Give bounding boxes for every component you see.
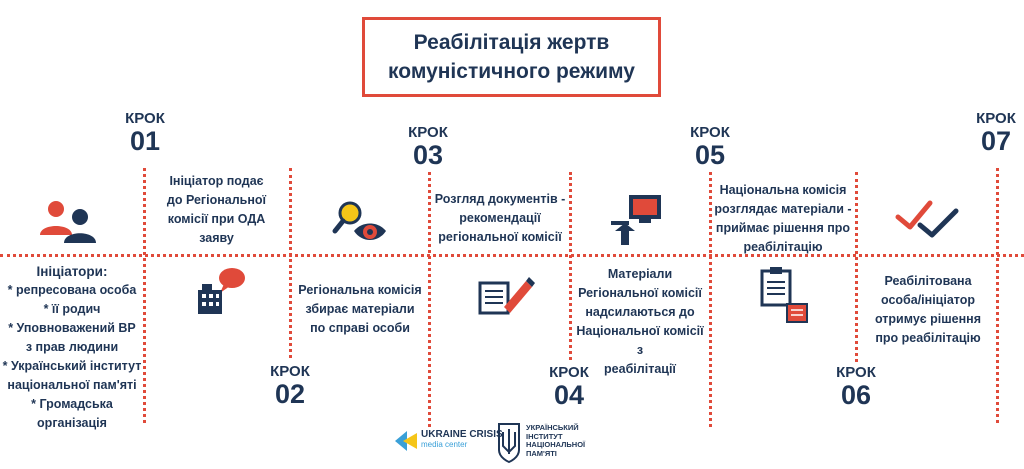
divider-01 [143,168,146,423]
text-line: збирає матеріали [305,302,415,316]
step-03 [400,124,456,169]
text-line: надсилаються до [585,305,695,319]
step-07-description [862,272,994,348]
divider-07 [996,168,999,423]
timeline-horizontal-line [0,254,1024,257]
clipboard-book-icon [758,265,810,325]
text-line: регіональної комісії [438,230,562,244]
title-line-1: Реабілітація жертв [413,31,610,54]
step-06 [828,364,884,409]
ucmc-subtitle: media center [421,440,468,449]
uinp-line: УКРАЇНСЬКИЙ [526,423,579,432]
uinp-line: ПАМ'ЯТІ [526,448,557,458]
step-label: КРОК [408,124,448,141]
step-05 [682,124,738,169]
text-line: Регіональна комісія [298,283,422,297]
list-item: * Громадська [31,397,113,411]
step-label: КРОК [976,110,1016,127]
text-line: комісії при ОДА [167,212,266,226]
step-01 [117,110,173,155]
step-label: КРОК [125,110,165,127]
text-line: приймає рішення про [715,221,851,235]
trident-icon [497,420,521,464]
list-item: * репресована особа [7,283,137,297]
initiators-list [2,262,142,433]
step-number: 03 [412,140,444,170]
step-number: 05 [694,140,726,170]
divider-06 [855,172,858,362]
step-label: КРОК [836,364,876,381]
step-number: 06 [840,380,872,410]
text-line: Реабілітована [884,274,972,288]
initiators-heading: Ініціатори: [36,264,108,279]
people-icon [36,197,102,245]
text-line: реабілітацію [743,240,823,254]
uinp-line: ІНСТИТУТ [526,431,563,441]
step-05-description [712,181,854,257]
checkmarks-icon [894,199,962,241]
step-03-description [431,190,569,247]
text-line: рекомендації [459,211,541,225]
ucmc-logo-icon [393,429,419,453]
list-item: * Український інститут [2,359,142,373]
uinp-line: НАЦІОНАЛЬНОЇ [526,440,586,449]
uinp-logo-text [526,424,585,458]
step-07 [968,110,1024,155]
text-line: Національна комісія [719,183,847,197]
title-line-2: комуністичного режиму [388,60,635,83]
text-line: Регіональної комісії [578,286,702,300]
text-line: Національної комісії з [576,324,704,357]
text-line: Матеріали [607,267,673,281]
step-label: КРОК [270,363,310,380]
step-label: КРОК [549,364,589,381]
list-item: з прав людини [25,340,119,354]
divider-02 [289,168,292,358]
list-item: національної пам'яті [7,378,137,392]
text-line: до Регіональної [166,193,267,207]
list-item: організація [37,416,107,430]
text-line: про реабілітацію [875,331,981,345]
step-01-description [150,172,283,248]
step-number: 04 [553,380,585,410]
step-number: 01 [129,126,161,156]
monitor-upload-icon [607,193,665,247]
text-line: по справі особи [310,321,410,335]
magnifier-eye-icon [332,201,388,249]
title-box [362,17,661,97]
text-line: особа/ініціатор [880,293,976,307]
ucmc-logo-text [421,430,503,450]
step-number: 07 [980,126,1012,156]
building-chat-icon [196,266,248,316]
list-item: * Уповноважений ВР [8,321,136,335]
step-02-description [294,281,426,338]
text-line: Розгляд документів - [434,192,566,206]
step-number: 02 [274,379,306,409]
document-pencil-icon [478,271,536,315]
text-line: отримує рішення [874,312,982,326]
text-line: розглядає матеріали - [714,202,852,216]
text-line: заяву [199,231,234,245]
step-04-description [572,265,708,379]
list-item: * її родич [43,302,101,316]
step-02 [262,363,318,408]
text-line: Ініціатор подає [169,174,264,188]
step-label: КРОК [690,124,730,141]
ucmc-name: UKRAINE CRISIS [421,429,503,440]
text-line: реабілітації [604,362,676,376]
